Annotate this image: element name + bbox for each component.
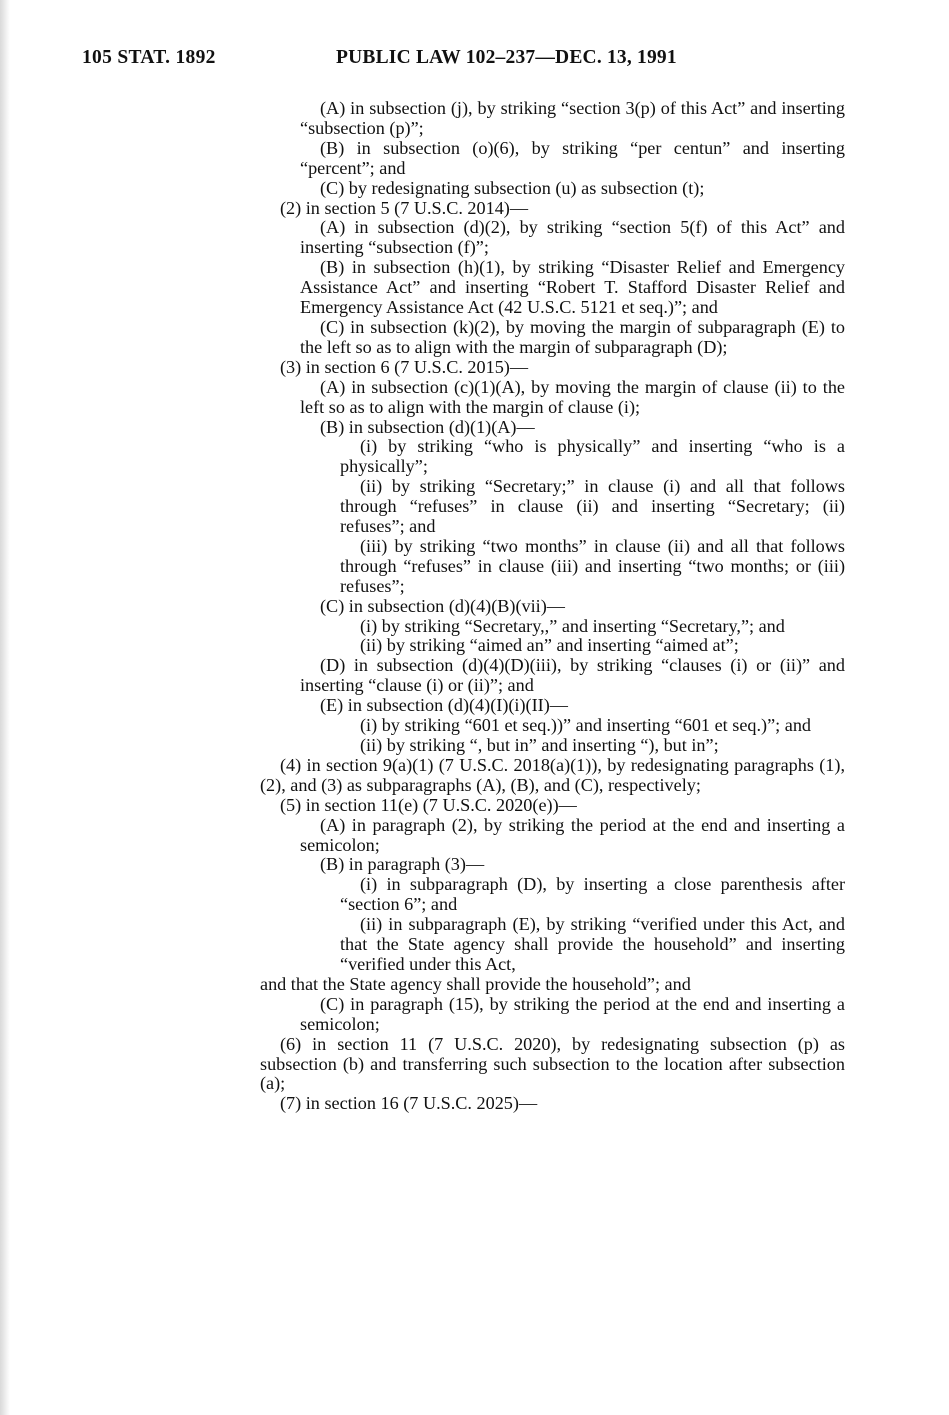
subparagraph: (A) in subsection (d)(2), by striking “section 5(f) of this Act” and inserting “subsection (f)”; — [300, 217, 845, 258]
paragraph: (4) in section 9(a)(1) (7 U.S.C. 2018(a)(1)), by redesignating paragraphs (1), (2), and (3) as subparagraphs (A), (B), and (C), respectively; — [260, 754, 845, 795]
paragraph: (3) in section 6 (7 U.S.C. 2015)— — [280, 356, 529, 377]
paragraph: (5) in section 11(e) (7 U.S.C. 2020(e))— — [280, 794, 577, 815]
paragraph: (6) in section 11 (7 U.S.C. 2020), by redesignating subsection (p) as subsection (b) and transferring such subsection to the location after subsection (a); — [260, 1033, 845, 1094]
subparagraph: (A) in subsection (j), by striking “section 3(p) of this Act” and inserting “subsection (p)”; — [300, 98, 845, 138]
page-edge-shadow — [0, 0, 10, 1415]
paragraph: (2) in section 5 (7 U.S.C. 2014)— — [280, 197, 529, 218]
clause: (i) by striking “Secretary,,” and inserting “Secretary,”; and — [360, 615, 785, 636]
clause: (i) by striking “who is physically” and inserting “who is a physically”; — [340, 436, 845, 477]
clause: (ii) by striking “, but in” and inserting “), but in”; — [360, 735, 719, 755]
subparagraph: (B) in subsection (o)(6), by striking “per centun” and inserting “percent”; and — [300, 137, 845, 178]
statute-body — [260, 99, 845, 1114]
clause: (ii) in subparagraph (E), by striking “verified under this Act, and that the State agency shall provide the household” and inserting “verified under this Act, — [340, 914, 845, 974]
subparagraph: (C) by redesignating subsection (u) as subsection (t); — [320, 177, 705, 198]
subparagraph: (C) in paragraph (15), by striking the period at the end and inserting a semicolon; — [300, 993, 845, 1034]
subparagraph: (C) in subsection (d)(4)(B)(vii)— — [320, 595, 565, 616]
subparagraph: (B) in subsection (h)(1), by striking “Disaster Relief and Emergency Assistance Act” and inserting “Robert T. Stafford Disaster Relief and Emergency Assistance Act (42 U.S.C. 5121 et seq.)”; and — [300, 257, 845, 318]
clause: (i) by striking “601 et seq.))” and inserting “601 et seq.)”; and — [360, 715, 812, 736]
subparagraph: (E) in subsection (d)(4)(I)(i)(II)— — [320, 695, 568, 716]
running-head: PUBLIC LAW 102–237—DEC. 13, 1991 — [336, 47, 677, 68]
subparagraph: (B) in paragraph (3)— — [320, 854, 485, 875]
clause: (ii) by striking “Secretary;” in clause (i) and all that follows through “refuses” in clause (ii) and inserting “Secretary; (ii) refuses”; and — [340, 476, 845, 537]
clause: (ii) by striking “aimed an” and inserting “aimed at”; — [360, 635, 739, 656]
subparagraph: (C) in subsection (k)(2), by moving the margin of subparagraph (E) to the left so as to align with the margin of subparagraph (D); — [300, 316, 845, 357]
continuation-line: and that the State agency shall provide the household”; and — [260, 973, 691, 994]
clause: (i) in subparagraph (D), by inserting a close parenthesis after “section 6”; and — [340, 874, 845, 915]
subparagraph: (A) in paragraph (2), by striking the period at the end and inserting a semicolon; — [300, 814, 845, 855]
clause: (iii) by striking “two months” in clause (ii) and all that follows through “refuses” in clause (iii) and inserting “two months; or (iii) refuses”; — [340, 535, 845, 596]
subparagraph: (A) in subsection (c)(1)(A), by moving the margin of clause (ii) to the left so as to align with the margin of clause (i); — [300, 376, 845, 417]
subparagraph: (D) in subsection (d)(4)(D)(iii), by striking “clauses (i) or (ii)” and inserting “clause (i) or (ii)”; and — [300, 655, 845, 696]
page-number-stat: 105 STAT. 1892 — [82, 47, 216, 68]
paragraph: (7) in section 16 (7 U.S.C. 2025)— — [280, 1093, 538, 1114]
subparagraph: (B) in subsection (d)(1)(A)— — [320, 416, 535, 437]
page-header — [0, 47, 949, 77]
